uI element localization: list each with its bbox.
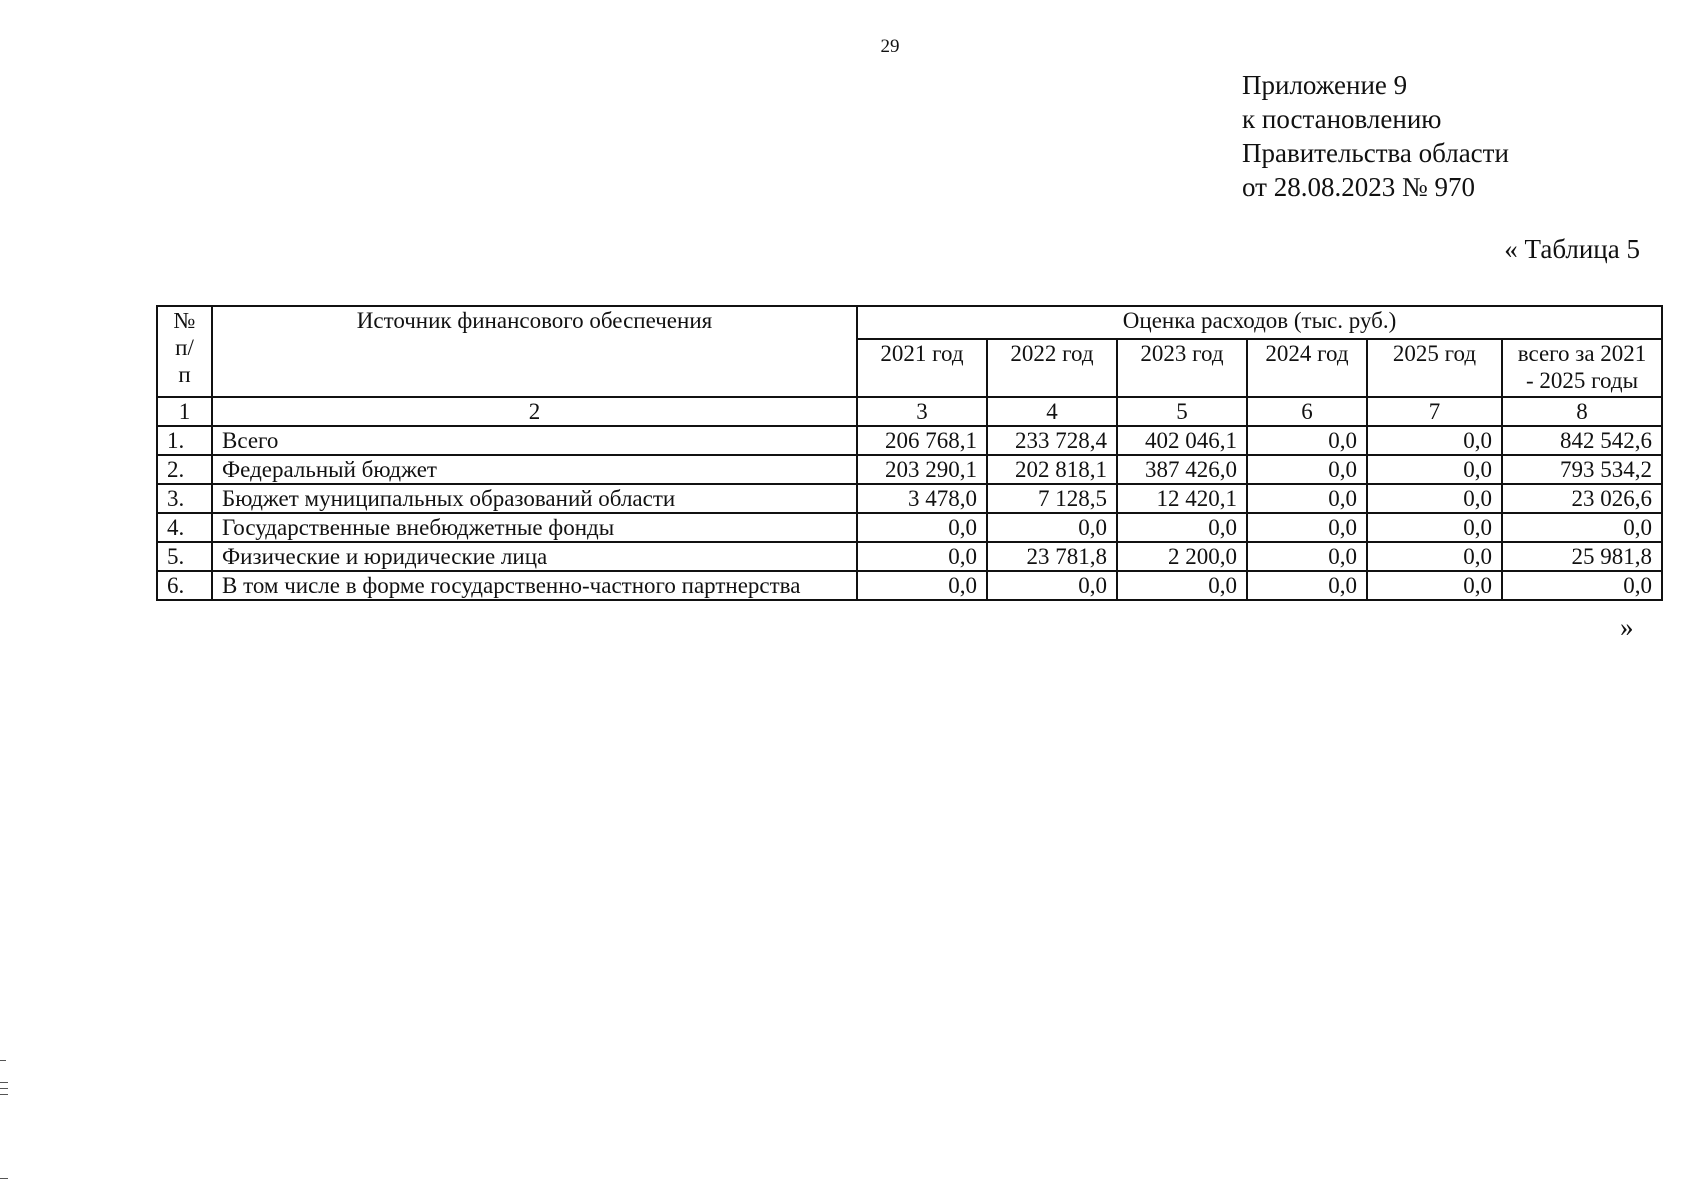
scan-margin-mark bbox=[0, 1060, 6, 1061]
row-value: 0,0 bbox=[987, 513, 1117, 542]
row-value: 0,0 bbox=[1247, 571, 1367, 600]
row-value: 402 046,1 bbox=[1117, 426, 1247, 455]
financing-table bbox=[156, 305, 1663, 601]
table-row bbox=[157, 542, 1662, 571]
header-row bbox=[157, 306, 1662, 339]
row-value: 7 128,5 bbox=[987, 484, 1117, 513]
header-year: 2021 год bbox=[857, 339, 987, 397]
row-source: Всего bbox=[212, 426, 857, 455]
closing-quote: » bbox=[1620, 612, 1634, 642]
row-total: 23 026,6 bbox=[1502, 484, 1662, 513]
column-numbers-row bbox=[157, 397, 1662, 426]
row-value: 203 290,1 bbox=[857, 455, 987, 484]
row-num: 5. bbox=[157, 542, 212, 571]
row-num: 1. bbox=[157, 426, 212, 455]
row-value: 3 478,0 bbox=[857, 484, 987, 513]
row-value: 23 781,8 bbox=[987, 542, 1117, 571]
row-value: 0,0 bbox=[1247, 542, 1367, 571]
row-num: 2. bbox=[157, 455, 212, 484]
scan-margin-mark bbox=[0, 1178, 8, 1179]
header-num: № п/ п bbox=[157, 306, 212, 397]
header-year: 2024 год bbox=[1247, 339, 1367, 397]
column-number: 1 bbox=[157, 397, 212, 426]
row-num: 6. bbox=[157, 571, 212, 600]
row-value: 233 728,4 bbox=[987, 426, 1117, 455]
column-number: 7 bbox=[1367, 397, 1502, 426]
row-source: В том числе в форме государственно-частного партнерства bbox=[212, 571, 857, 600]
row-value: 0,0 bbox=[857, 571, 987, 600]
row-source: Государственные внебюджетные фонды bbox=[212, 513, 857, 542]
header-estimate: Оценка расходов (тыс. руб.) bbox=[857, 306, 1662, 339]
header-year: 2025 год bbox=[1367, 339, 1502, 397]
row-value: 0,0 bbox=[857, 542, 987, 571]
header-total: всего за 2021 - 2025 годы bbox=[1502, 339, 1662, 397]
row-value: 0,0 bbox=[1367, 571, 1502, 600]
scan-margin-mark bbox=[0, 1082, 8, 1083]
row-value: 0,0 bbox=[1367, 455, 1502, 484]
row-value: 2 200,0 bbox=[1117, 542, 1247, 571]
table-row bbox=[157, 455, 1662, 484]
row-num: 4. bbox=[157, 513, 212, 542]
appendix-line: от 28.08.2023 № 970 bbox=[1242, 172, 1475, 202]
row-value: 0,0 bbox=[1117, 571, 1247, 600]
page-number: 29 bbox=[880, 36, 900, 57]
table-row bbox=[157, 484, 1662, 513]
row-total: 0,0 bbox=[1502, 513, 1662, 542]
appendix-line: Приложение 9 bbox=[1242, 70, 1408, 100]
row-value: 0,0 bbox=[1247, 455, 1367, 484]
row-value: 0,0 bbox=[857, 513, 987, 542]
row-total: 842 542,6 bbox=[1502, 426, 1662, 455]
row-value: 0,0 bbox=[1367, 542, 1502, 571]
row-value: 202 818,1 bbox=[987, 455, 1117, 484]
row-value: 0,0 bbox=[1247, 513, 1367, 542]
column-number: 4 bbox=[987, 397, 1117, 426]
column-number: 5 bbox=[1117, 397, 1247, 426]
appendix-block bbox=[1242, 68, 1509, 204]
row-value: 0,0 bbox=[987, 571, 1117, 600]
row-value: 0,0 bbox=[1367, 484, 1502, 513]
table-row bbox=[157, 513, 1662, 542]
row-source: Физические и юридические лица bbox=[212, 542, 857, 571]
column-number: 3 bbox=[857, 397, 987, 426]
row-source: Федеральный бюджет bbox=[212, 455, 857, 484]
row-total: 25 981,8 bbox=[1502, 542, 1662, 571]
scan-margin-mark bbox=[0, 1088, 8, 1089]
row-value: 0,0 bbox=[1367, 513, 1502, 542]
row-value: 206 768,1 bbox=[857, 426, 987, 455]
column-number: 8 bbox=[1502, 397, 1662, 426]
row-total: 0,0 bbox=[1502, 571, 1662, 600]
row-value: 0,0 bbox=[1247, 426, 1367, 455]
appendix-line: к постановлению bbox=[1242, 104, 1442, 134]
table-row bbox=[157, 571, 1662, 600]
row-total: 793 534,2 bbox=[1502, 455, 1662, 484]
row-value: 0,0 bbox=[1247, 484, 1367, 513]
column-number: 6 bbox=[1247, 397, 1367, 426]
header-year: 2023 год bbox=[1117, 339, 1247, 397]
header-year: 2022 год bbox=[987, 339, 1117, 397]
row-num: 3. bbox=[157, 484, 212, 513]
row-value: 0,0 bbox=[1117, 513, 1247, 542]
header-source: Источник финансового обеспечения bbox=[212, 306, 857, 397]
table-caption: « Таблица 5 bbox=[1504, 234, 1640, 264]
row-value: 387 426,0 bbox=[1117, 455, 1247, 484]
scan-margin-mark bbox=[0, 1094, 8, 1095]
row-source: Бюджет муниципальных образований области bbox=[212, 484, 857, 513]
row-value: 0,0 bbox=[1367, 426, 1502, 455]
column-number: 2 bbox=[212, 397, 857, 426]
table-row bbox=[157, 426, 1662, 455]
appendix-line: Правительства области bbox=[1242, 138, 1509, 168]
row-value: 12 420,1 bbox=[1117, 484, 1247, 513]
